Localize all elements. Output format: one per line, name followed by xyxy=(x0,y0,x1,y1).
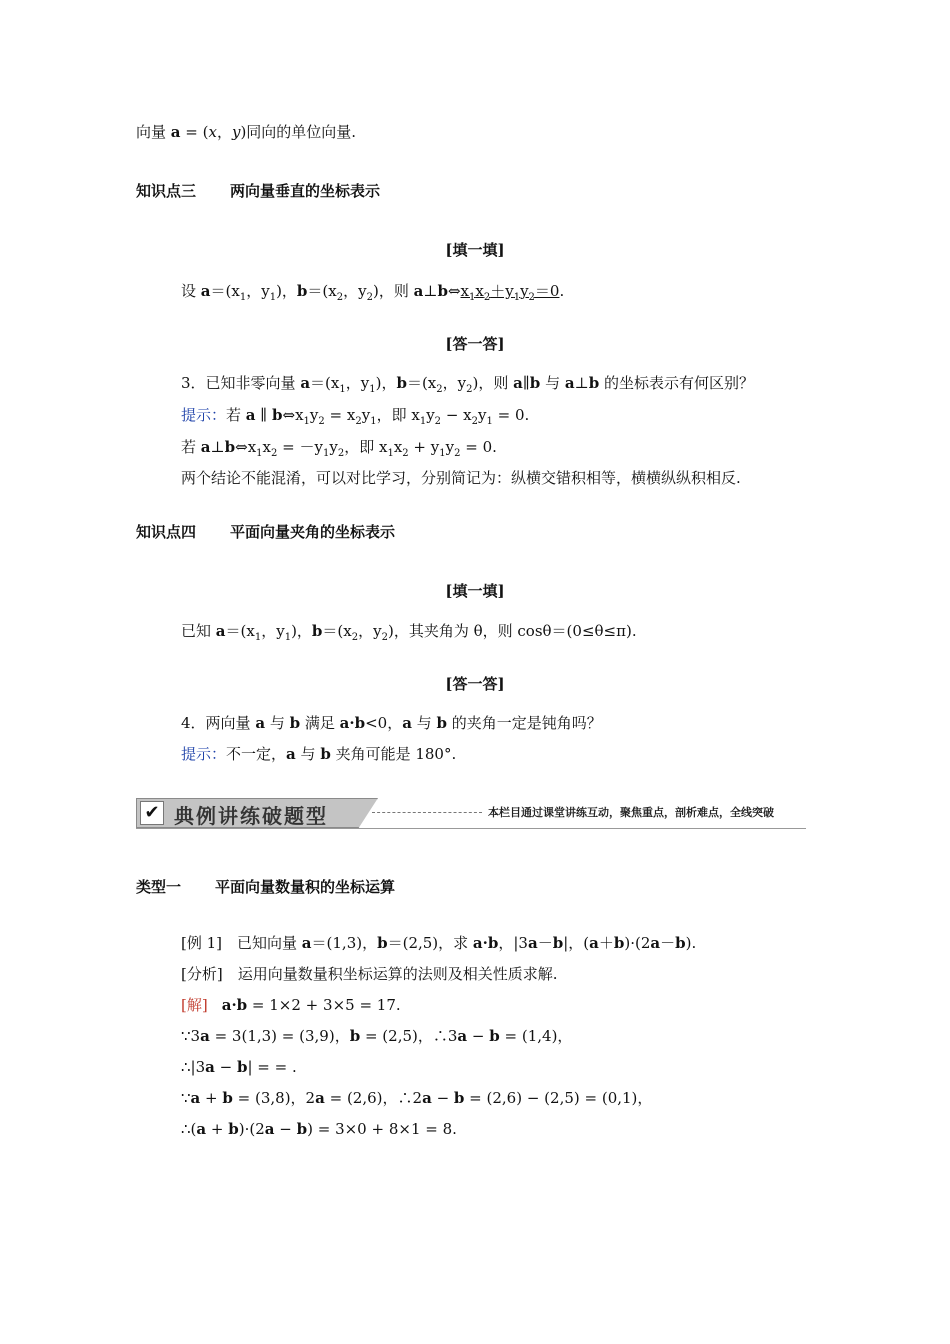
banner-title: 典例讲练破题型 xyxy=(174,804,328,828)
section-title: 两向量垂直的坐标表示 xyxy=(230,182,381,200)
vector-a: a xyxy=(170,123,181,141)
text: )同向的单位向量. xyxy=(240,123,357,141)
section-heading-3 xyxy=(136,181,380,201)
solution-line-3: ∴|3a − b| = = . xyxy=(181,1058,297,1076)
text: )，则 xyxy=(372,282,414,300)
text-line-angle-rule: 已知 $a=(x_1$，$y_1$)，$b=(x_2$，$y_2$)，其夹角为 θ，则 cosθ＝(0≤θ≤π). xyxy=(181,622,637,643)
text: ⇔ xyxy=(447,282,461,300)
text: 向量 xyxy=(136,123,171,141)
text: = ( xyxy=(180,123,209,141)
question-4: 4．两向量 a 与 b 满足 a·b<0，a 与 b 的夹角一定是钝角吗？ xyxy=(181,714,602,732)
section-label: 知识点四 xyxy=(136,523,197,541)
solution-line-1: [解] a·b = 1×2 + 3×5 = 17. xyxy=(181,996,401,1014)
text: ＝(x xyxy=(210,282,240,300)
type-title: 平面向量数量积的坐标运算 xyxy=(215,878,396,896)
text: ⊥ xyxy=(423,282,438,300)
text-line-perpendicular-rule xyxy=(181,281,564,308)
var-x: x xyxy=(208,123,217,141)
hint-label: 提示： xyxy=(181,406,227,424)
analysis-line: [分析] 运用向量数量积坐标运算的法则及相关性质求解. xyxy=(181,965,558,983)
divider xyxy=(372,812,482,813)
vector-a: a xyxy=(200,282,211,300)
answer-heading: [答一答] xyxy=(445,675,505,693)
section-banner xyxy=(136,796,806,830)
text: 设 xyxy=(181,282,201,300)
hint-label: 提示： xyxy=(181,745,227,763)
solution-label: [解] xyxy=(181,996,208,1014)
subscript: 2 xyxy=(366,292,373,303)
answer-heading: [答一答] xyxy=(445,335,505,353)
text: ，y xyxy=(246,282,270,300)
var-y: y xyxy=(231,123,241,141)
fill-in-heading: [填一填] xyxy=(445,241,505,259)
solution-line-4: ∵a + b = (3,8)，2a = (2,6)，∴2a − b = (2,6) − (2,5) = (0,1)， xyxy=(181,1089,653,1107)
subscript: 1 xyxy=(239,292,247,303)
solution-line-2: ∵3a = 3(1,3) = (3,9)，b = (2,5)，∴3a − b = (1,4)， xyxy=(181,1027,573,1045)
hint-4: 提示：不一定，a 与 b 夹角可能是 180°. xyxy=(181,745,457,763)
example-1: [例 1] 已知向量 a＝(1,3)，b＝(2,5)，求 a·b，|3a－b|，(a＋b)·(2a－b). xyxy=(181,934,697,952)
question-3: 3．已知非零向量 $a=(x_1$，$y_1$)，$b=(x_2$，$y_2$)，则 a∥b 与 a⊥b 的坐标表示有何区别？ xyxy=(181,374,754,395)
text: )， xyxy=(276,282,297,300)
fill-in-heading: [填一填] xyxy=(445,582,505,600)
type-heading-1 xyxy=(136,877,395,897)
text-line-unit-vector xyxy=(136,122,356,142)
subscript: 2 xyxy=(336,292,344,303)
vector-b: b xyxy=(296,282,308,300)
hint-3-summary: 两个结论不能混淆，可以对比学习，分别简记为：纵横交错积相等，横横纵纵积相反. xyxy=(181,469,741,487)
section-heading-4 xyxy=(136,522,395,542)
solution-line-5: ∴(a + b)·(2a − b) = 3×0 + 8×1 = 8. xyxy=(181,1120,457,1138)
text: ＝(x xyxy=(307,282,337,300)
section-label: 知识点三 xyxy=(136,182,197,200)
subscript: 1 xyxy=(269,292,277,303)
banner-note: 本栏目通过课堂讲练互动，聚焦重点，剖析难点，全线突破 xyxy=(488,806,774,819)
type-label: 类型一 xyxy=(136,878,182,896)
section-title: 平面向量夹角的坐标表示 xyxy=(230,523,396,541)
text: ， xyxy=(216,123,232,141)
check-icon: ✔ xyxy=(140,801,164,825)
vector-a: a xyxy=(413,282,424,300)
divider xyxy=(136,828,806,829)
filled-answer: $x_1x_2+y_1y_2=0$ xyxy=(460,282,560,303)
text: . xyxy=(559,282,565,300)
text: ，y xyxy=(343,282,367,300)
hint-3-perpendicular: 若 $a\perp b\Leftrightarrow x_1x_2 = -y_1y_2$，即 $x_1x_2 + y_1y_2 = 0$. xyxy=(181,438,497,459)
hint-3-parallel: 提示：若 a ∥ $b\Leftrightarrow x_1y_2 = x_2y_1$，即 $x_1y_2 - x_2y_1 = 0$. xyxy=(181,406,530,427)
vector-b: b xyxy=(437,282,448,300)
